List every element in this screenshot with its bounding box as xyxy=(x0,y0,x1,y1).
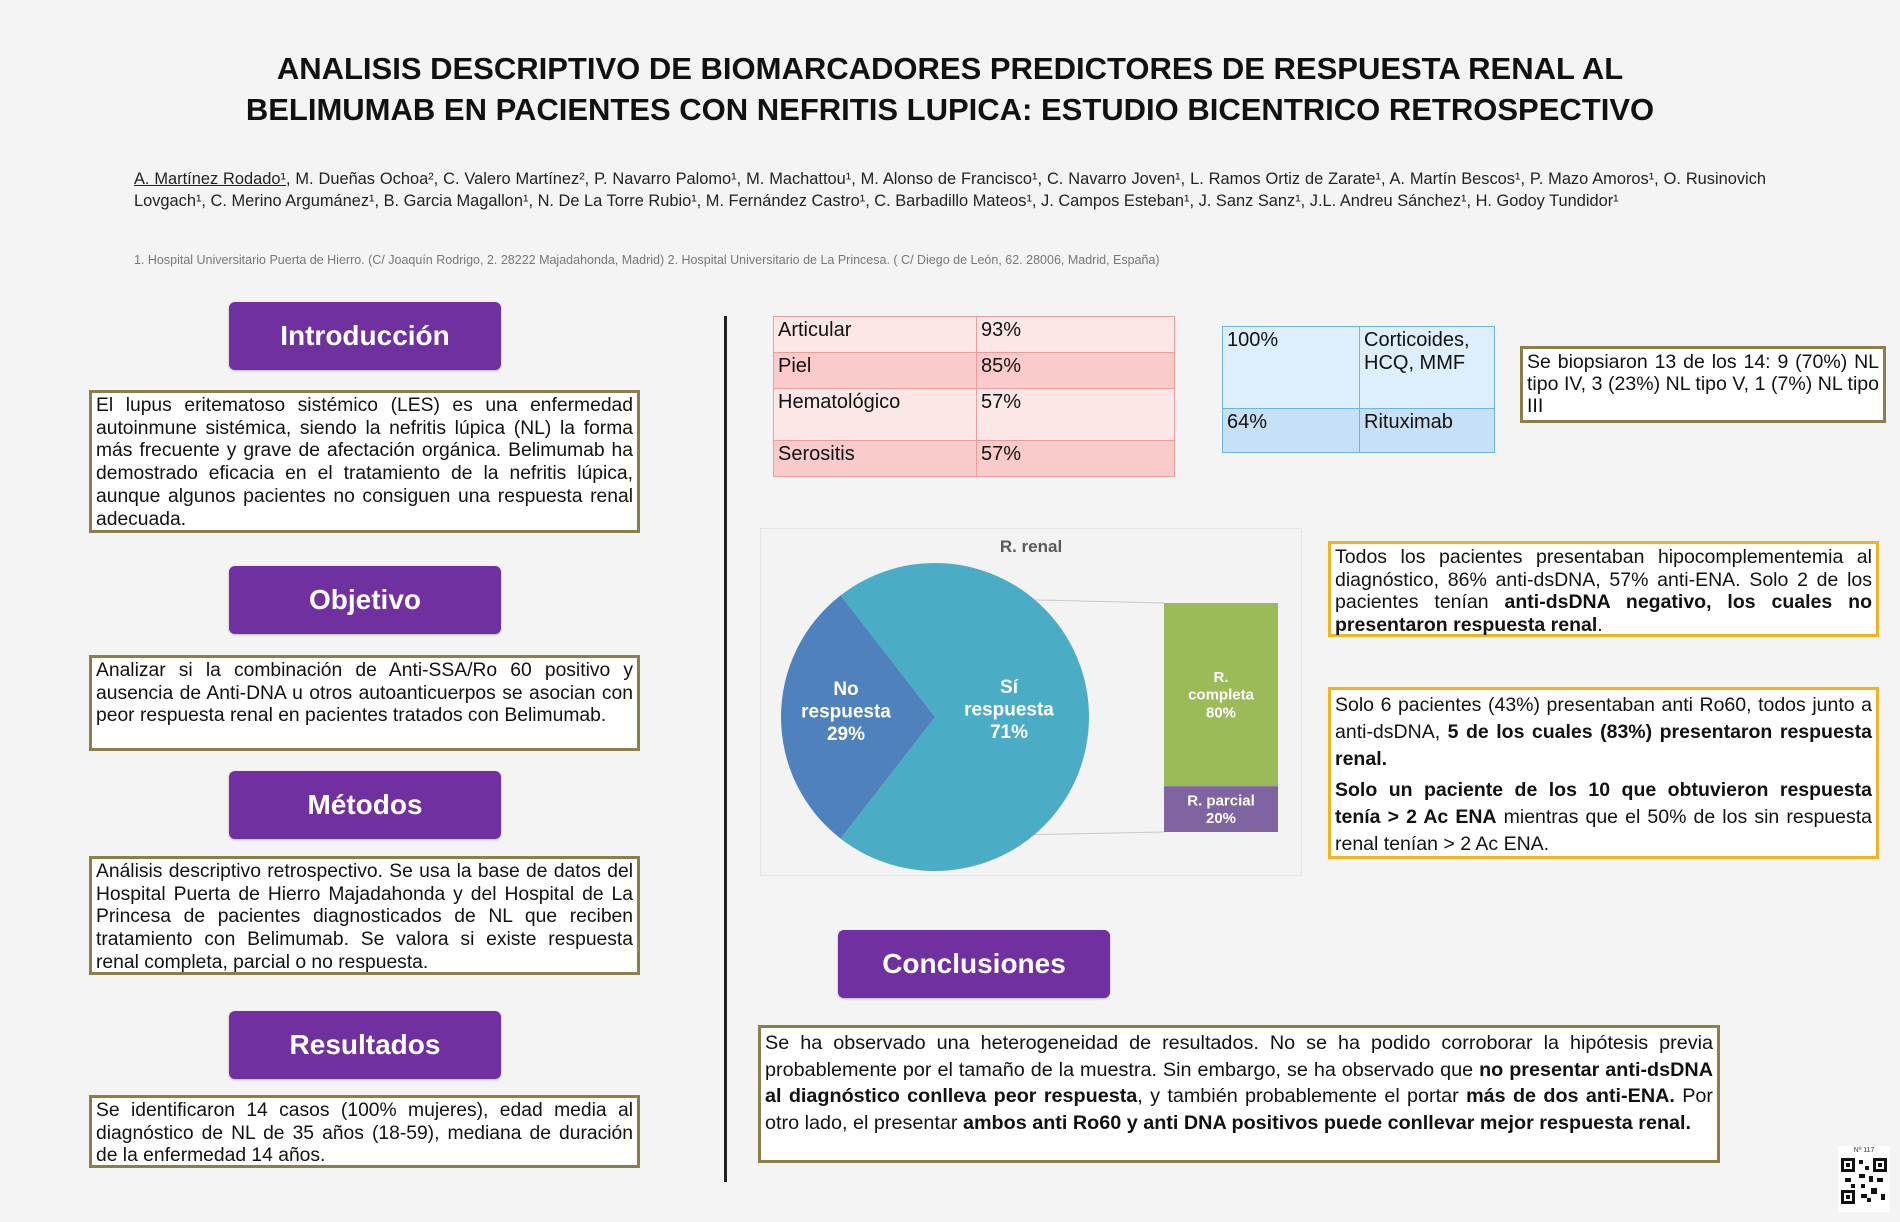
manifestation-label: Serositis xyxy=(774,441,977,477)
table-row xyxy=(774,441,1175,477)
treatment-label: Corticoides, HCQ, MMF xyxy=(1360,327,1495,409)
affiliations: 1. Hospital Universitario Puerta de Hierro. (C/ Joaquín Rodrigo, 2. 28222 Majadahonda, Madrid) 2. Hospital Universitario de La Princesa. ( C/ Diego de León, 62. 28006, Madrid, España) xyxy=(134,253,1160,267)
treatment-value: 100% xyxy=(1223,327,1360,409)
renal-response-chart xyxy=(760,528,1302,876)
ro60-bold: Solo un paciente de los 10 que obtuvieron respuesta tenía > 2 Ac ENA xyxy=(1335,779,1872,828)
ro60-text-part: Solo 6 pacientes (43%) presentaban anti Ro60, todos junto a anti-dsDNA, xyxy=(1335,694,1872,743)
chart-title: R. renal xyxy=(999,537,1063,556)
title-line-1: ANALISIS DESCRIPTIVO DE BIOMARCADORES PREDICTORES DE RESPUESTA RENAL AL xyxy=(276,51,1624,86)
complement-text xyxy=(1328,541,1879,637)
chart-svg xyxy=(761,529,1301,875)
first-author: A. Martínez Rodado¹ xyxy=(134,170,286,188)
objetivo-heading: Objetivo xyxy=(229,566,501,634)
manifestation-value: 85% xyxy=(977,353,1175,389)
intro-heading: Introducción xyxy=(229,302,501,370)
conclusiones-heading: Conclusiones xyxy=(838,930,1110,998)
conclusion-part: , y también probablemente el portar xyxy=(1137,1085,1467,1107)
poster-title xyxy=(90,48,1810,130)
bar-label-0: R. completa 80% xyxy=(1188,668,1254,722)
table-row xyxy=(1223,327,1495,409)
complement-text-part: . xyxy=(1597,614,1603,637)
conclusiones-text xyxy=(758,1025,1720,1163)
manifestations-table xyxy=(773,316,1175,477)
pie-label-si-respuesta: Sí respuesta 71% xyxy=(964,677,1054,743)
resultados-text: Se identificaron 14 casos (100% mujeres), edad media al diagnóstico de NL de 35 años (18-59), mediana de duración de la enfermedad 14 años. xyxy=(89,1095,640,1168)
table-row xyxy=(1223,409,1495,453)
table-row xyxy=(774,353,1175,389)
resultados-heading: Resultados xyxy=(229,1011,501,1079)
manifestation-label: Articular xyxy=(774,317,977,353)
qr-label: Nº 117 xyxy=(1853,1147,1875,1154)
qr-code-icon xyxy=(1841,1158,1887,1204)
conclusion-bold: ambos anti Ro60 y anti DNA positivos puede conllevar mejor respuesta renal. xyxy=(962,1111,1692,1134)
title-line-2: BELIMUMAB EN PACIENTES CON NEFRITIS LUPICA: ESTUDIO BICENTRICO RETROSPECTIVO xyxy=(245,92,1655,127)
complement-text-part: Todos los pacientes presentaban hipocomplementemia al diagnóstico, 86% anti-dsDNA, 57% anti-ENA. Solo 2 de los pacientes tenían xyxy=(1335,546,1872,614)
conclusion-bold: más de dos anti-ENA. xyxy=(1466,1085,1675,1107)
treatments-table xyxy=(1222,326,1495,453)
conclusion-part: Por otro lado, el presentar xyxy=(765,1085,1714,1134)
complement-bold: anti-dsDNA negativo, los cuales no presentaron respuesta renal xyxy=(1335,591,1872,637)
intro-text: El lupus eritematoso sistémico (LES) es una enfermedad autoinmune sistémica, siendo la nefritis lúpica (NL) la forma más frecuente y grave de afectación orgánica. Belimumab ha demostrado eficacia en el tratamiento de la nefritis lúpica, aunque algunos pacientes no consiguen una respuesta renal adecuada. xyxy=(89,390,640,533)
ro60-paragraph-1 xyxy=(1335,692,1872,773)
biopsy-text: Se biopsiaron 13 de los 14: 9 (70%) NL tipo IV, 3 (23%) NL tipo V, 1 (7%) NL tipo III xyxy=(1520,346,1886,423)
manifestation-value: 93% xyxy=(977,317,1175,353)
objetivo-text: Analizar si la combinación de Anti-SSA/Ro 60 positivo y ausencia de Anti-DNA u otros autoanticuerpos se asocian con peor respuesta renal en pacientes tratados con Belimumab. xyxy=(89,655,640,751)
manifestation-value: 57% xyxy=(977,441,1175,477)
table-row xyxy=(774,389,1175,441)
metodos-text: Análisis descriptivo retrospectivo. Se usa la base de datos del Hospital Puerta de Hierro Majadahonda y del Hospital de La Princesa de pacientes diagnosticados de NL que reciben tratamiento con Belimumab. Se valora si existe respuesta renal completa, parcial o no respuesta. xyxy=(89,856,640,975)
co-authors: , M. Dueñas Ochoa², C. Valero Martínez², P. Navarro Palomo¹, M. Machattou¹, M. Alonso de Francisco¹, C. Navarro Joven¹, L. Ramos Ortiz de Zarate¹, A. Martín Bescos¹, P. Mazo Amoros¹, O. Rusinovich Lovgach¹, C. Merino Argumánez¹, B. Garcia Magallon¹, N. De La Torre Rubio¹, M. Fernández Castro¹, C. Barbadillo Mateos¹, J. Campos Esteban¹, J. Sanz Sanz¹, J.L. Andreu Sánchez¹, H. Godoy Tundidor¹ xyxy=(134,170,1766,210)
bar-label-1: R. parcial 20% xyxy=(1187,792,1255,827)
ro60-bold: 5 de los cuales (83%) presentaron respuesta renal. xyxy=(1335,721,1872,770)
treatment-value: 64% xyxy=(1223,409,1360,453)
table-row xyxy=(774,317,1175,353)
manifestation-label: Hematológico xyxy=(774,389,977,441)
treatment-label: Rituximab xyxy=(1360,409,1495,453)
conclusion-bold: no presentar anti-dsDNA al diagnóstico conlleva peor respuesta xyxy=(765,1058,1713,1107)
metodos-heading: Métodos xyxy=(229,771,501,839)
column-divider xyxy=(724,316,727,1182)
author-list xyxy=(134,168,1766,212)
pie-label-no-respuesta: No respuesta 29% xyxy=(801,679,891,745)
ro60-text-part: mientras que el 50% de los sin respuesta renal tenían > 2 Ac ENA. xyxy=(1335,806,1872,855)
conclusion-part: Se ha observado una heterogeneidad de resultados. No se ha podido corroborar la hipótesis previa probablemente por el tamaño de la muestra. Sin embargo, se ha observado que xyxy=(765,1032,1713,1081)
ro60-paragraph-2 xyxy=(1335,777,1872,858)
qr-code xyxy=(1838,1146,1890,1212)
ro60-text xyxy=(1328,687,1879,859)
manifestation-value: 57% xyxy=(977,389,1175,441)
manifestation-label: Piel xyxy=(774,353,977,389)
